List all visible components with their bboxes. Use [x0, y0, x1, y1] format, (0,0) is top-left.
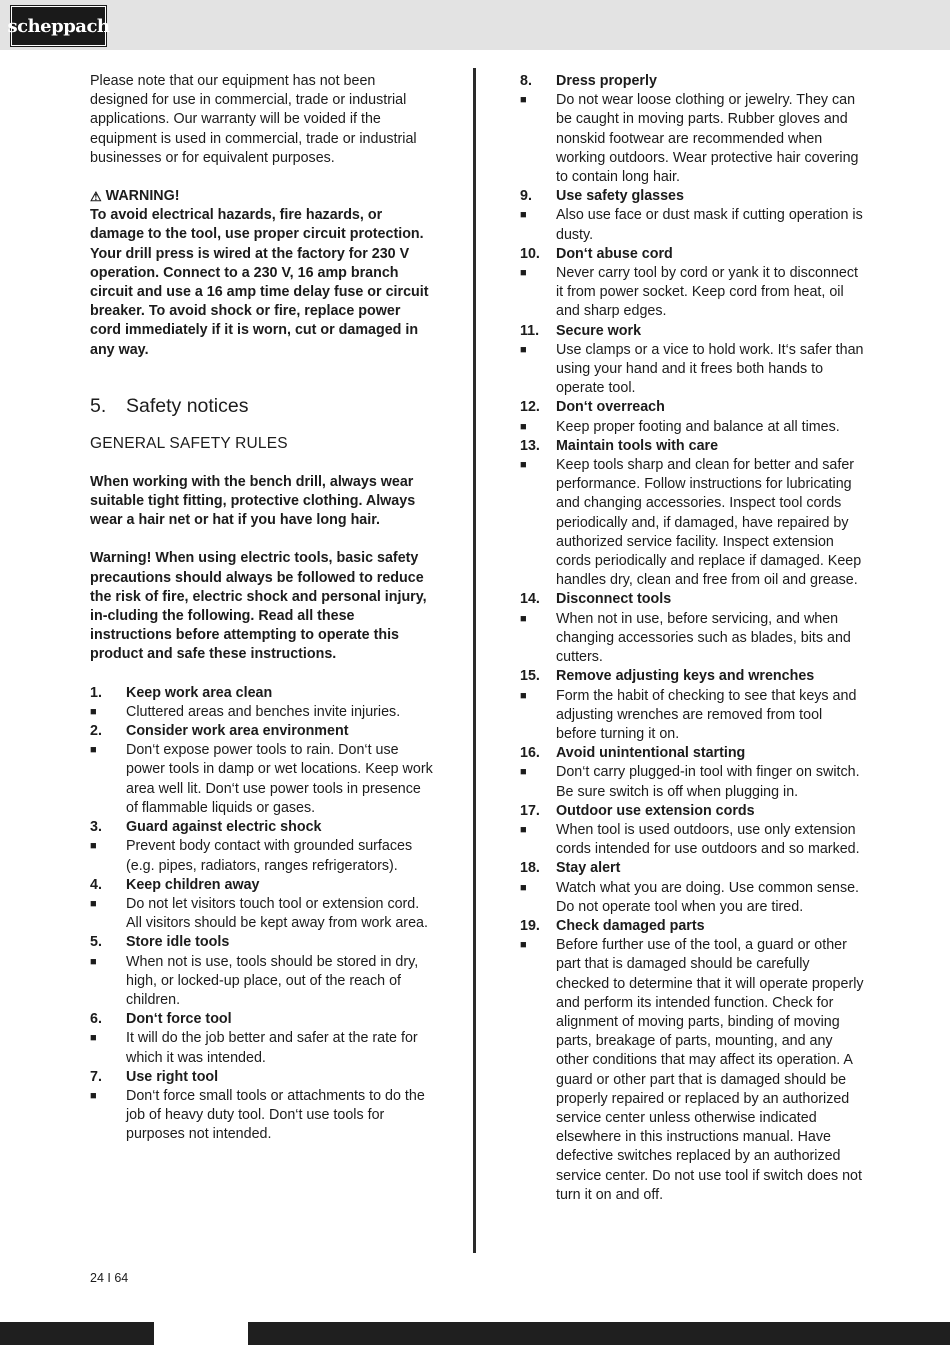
rule-number: 4. — [90, 876, 102, 893]
bullet-square-icon: ■ — [520, 343, 527, 356]
rule-number: 16. — [520, 745, 540, 762]
warning-triangle-icon: ⚠ — [90, 189, 102, 205]
rules-list-right — [520, 72, 865, 1205]
rule-item — [90, 703, 435, 722]
rule-title: Disconnect tools — [556, 591, 672, 608]
rule-number: 18. — [520, 860, 540, 877]
warning-title: WARNING! — [105, 188, 180, 205]
rule-heading — [520, 744, 865, 763]
rule-item — [520, 456, 865, 590]
rule-text: When tool is used outdoors, use only extension cords intended for use outdoors and so marked. — [556, 821, 860, 858]
rule-item — [520, 341, 865, 399]
rule-heading — [520, 917, 865, 936]
safety-warning: Warning! When using electric tools, basic safety precautions should always be followed to reduce the risk of fire, electric shock and personal injury, in-cluding the following. Read all these instructions before attempting to operate this product and safe these instructions. — [90, 550, 427, 663]
page-number: 24 I 64 — [90, 1271, 129, 1285]
bullet-square-icon: ■ — [520, 209, 527, 222]
rule-title: Keep work area clean — [126, 684, 273, 701]
bullet-square-icon: ■ — [90, 955, 97, 968]
footer-bar — [0, 1322, 950, 1345]
rule-item — [520, 936, 865, 1205]
rule-item — [90, 741, 435, 818]
rule-title: Keep children away — [126, 876, 260, 893]
rule-item — [90, 1029, 435, 1067]
rule-number: 13. — [520, 437, 540, 454]
rule-text: Form the habit of checking to see that keys and adjusting wrenches are removed from tool before turning it on. — [556, 687, 857, 742]
rule-item — [520, 610, 865, 668]
bullet-square-icon: ■ — [520, 94, 527, 107]
rule-text: Also use face or dust mask if cutting operation is dusty. — [556, 207, 863, 243]
clothing-note: When working with the bench drill, always wear suitable tight fitting, protective clothing. Always wear a hair net or hat if you have long hair. — [90, 473, 416, 529]
rule-number: 1. — [90, 684, 102, 701]
rule-item — [90, 953, 435, 1011]
bullet-square-icon: ■ — [520, 612, 527, 625]
rule-text: It will do the job better and safer at the rate for which it was intended. — [126, 1030, 418, 1066]
rule-number: 10. — [520, 245, 540, 262]
rule-heading — [520, 72, 865, 91]
intro-paragraph: Please note that our equipment has not been designed for use in commercial, trade or industrial applications. Our warranty will be voided if the equipment is used in commercial, trade or industrial businesses or for equivalent purposes. — [90, 73, 417, 166]
rule-heading — [520, 187, 865, 206]
rule-heading — [520, 859, 865, 878]
rule-title: Store idle tools — [126, 934, 230, 951]
rule-text: When not in use, before servicing, and when changing accessories such as blades, bits and cutters. — [556, 610, 851, 666]
rule-item — [520, 264, 865, 322]
rule-heading — [520, 437, 865, 456]
rule-number: 8. — [520, 73, 532, 89]
rule-text: Cluttered areas and benches invite injuries. — [126, 703, 401, 720]
rule-title: Maintain tools with care — [556, 437, 719, 454]
column-divider — [473, 68, 476, 1253]
section-number: 5. — [90, 394, 107, 417]
bullet-square-icon: ■ — [520, 881, 527, 894]
bullet-square-icon: ■ — [90, 744, 97, 757]
bullet-square-icon: ■ — [90, 1032, 97, 1045]
rule-text: Never carry tool by cord or yank it to disconnect it from power socket. Keep cord from heat, oil and sharp edges. — [556, 265, 858, 320]
rule-text: Do not let visitors touch tool or extension cord. All visitors should be kept away from work area. — [126, 895, 428, 932]
rule-number: 12. — [520, 399, 540, 416]
rule-item — [520, 91, 865, 187]
rule-heading — [520, 802, 865, 821]
rule-heading — [520, 590, 865, 609]
page-header — [0, 0, 950, 50]
rule-text: Do not wear loose clothing or jewelry. They can be caught in moving parts. Rubber gloves and nonskid footwear are recommended when working outdoors. Wear protective hair covering to contain long hair. — [556, 92, 859, 186]
rule-title: Outdoor use extension cords — [556, 802, 755, 819]
footer-bar-gap — [154, 1322, 248, 1345]
section-title: Safety notices — [126, 394, 249, 417]
rule-heading — [90, 722, 435, 741]
rule-title: Don‘t abuse cord — [556, 245, 673, 262]
rule-number: 9. — [520, 188, 532, 205]
rule-title: Guard against electric shock — [126, 819, 322, 836]
rule-title: Don‘t force tool — [126, 1011, 232, 1028]
rule-text: Don‘t expose power tools to rain. Don‘t use power tools in damp or wet locations. Keep work area well lit. Don‘t use power tools in presence of flammable liquids or gases. — [126, 742, 433, 816]
subheading: GENERAL SAFETY RULES — [90, 434, 288, 452]
rule-title: Use safety glasses — [556, 188, 684, 205]
bullet-square-icon: ■ — [520, 939, 527, 952]
rule-heading — [520, 398, 865, 417]
rule-heading — [520, 245, 865, 264]
rule-number: 11. — [520, 322, 540, 339]
rule-number: 3. — [90, 819, 102, 836]
rule-heading — [90, 1010, 435, 1029]
rule-number: 14. — [520, 591, 540, 608]
rule-item — [520, 763, 865, 801]
rule-number: 19. — [520, 917, 540, 934]
rule-heading — [90, 818, 435, 837]
rule-item — [520, 879, 865, 917]
rule-title: Remove adjusting keys and wrenches — [556, 668, 815, 685]
rule-heading — [520, 667, 865, 686]
rule-number: 15. — [520, 668, 540, 685]
rule-item — [520, 418, 865, 437]
rule-item — [520, 821, 865, 859]
bullet-square-icon: ■ — [90, 1089, 97, 1102]
rule-text: Prevent body contact with grounded surfaces (e.g. pipes, radiators, ranges refrigerators). — [126, 838, 413, 874]
bullet-square-icon: ■ — [520, 766, 527, 779]
rule-text: Don‘t carry plugged-in tool with finger on switch. Be sure switch is off when plugging in. — [556, 764, 860, 800]
rule-number: 5. — [90, 934, 102, 951]
warning-heading — [90, 187, 435, 206]
brand-logo: scheppach — [11, 6, 106, 46]
rule-heading — [90, 933, 435, 952]
rule-item — [90, 1087, 435, 1145]
rule-number: 7. — [90, 1068, 102, 1085]
rule-title: Dress properly — [556, 73, 657, 89]
rule-item — [90, 895, 435, 933]
section-heading — [90, 394, 435, 418]
rule-text: Keep proper footing and balance at all times. — [556, 418, 840, 435]
rule-text: Keep tools sharp and clean for better and safer performance. Follow instructions for lubricating and changing accessories. Inspect tool cords periodically and, if damaged, have repaired by authorized service facility. Inspect extension cords periodically and replace if damaged. Keep handles dry, clean and free from oil and grease. — [556, 457, 862, 589]
rule-title: Secure work — [556, 322, 642, 339]
rule-text: When not is use, tools should be stored in dry, high, or locked-up place, out of the reach of children. — [126, 953, 419, 1008]
rule-number: 6. — [90, 1011, 102, 1028]
rule-title: Avoid unintentional starting — [556, 745, 746, 762]
rules-list-left — [90, 684, 435, 1145]
rule-item — [520, 206, 865, 244]
rule-title: Use right tool — [126, 1068, 219, 1085]
rule-heading — [90, 876, 435, 895]
rule-item — [520, 687, 865, 745]
rule-heading — [90, 1068, 435, 1087]
rule-heading — [90, 684, 435, 703]
rule-text: Use clamps or a vice to hold work. It‘s safer than using your hand and it frees both hands to operate tool. — [556, 341, 864, 397]
rule-title: Check damaged parts — [556, 917, 705, 934]
warning-text: To avoid electrical hazards, fire hazards, or damage to the tool, use proper circuit protection. Your drill press is wired at the factory for 230 V operation. Connect to a 230 V, 16 amp branch circuit and use a 16 amp time delay fuse or circuit breaker. To avoid shock or fire, replace power cord immediately if it is worn, cut or damaged in any way. — [90, 207, 429, 358]
rule-text: Before further use of the tool, a guard or other part that is damaged should be carefully checked to determine that it will operate properly and perform its intended function. Check for alignment of moving parts, binding of moving parts, breakage of parts, mounting, and any other conditions that may affect its operation. A guard or other part that is damaged should be properly repaired or replaced by an authorized service center unless otherwise indicated elsewhere in this instructions manual. Have defective switches replaced by an authorized service center. Do not use tool if switch does not turn it on and off. — [556, 937, 864, 1203]
bullet-square-icon: ■ — [520, 689, 527, 702]
rule-title: Stay alert — [556, 860, 621, 877]
left-column — [90, 72, 435, 1145]
bullet-square-icon: ■ — [90, 840, 97, 853]
bullet-square-icon: ■ — [520, 267, 527, 280]
bullet-square-icon: ■ — [520, 459, 527, 472]
rule-number: 2. — [90, 723, 102, 740]
bullet-square-icon: ■ — [90, 705, 97, 718]
rule-heading — [520, 322, 865, 341]
rule-text: Watch what you are doing. Use common sense. Do not operate tool when you are tired. — [556, 879, 860, 915]
rule-number: 17. — [520, 802, 540, 819]
bullet-square-icon: ■ — [520, 823, 527, 836]
right-column — [520, 72, 865, 1205]
bullet-square-icon: ■ — [520, 420, 527, 433]
bullet-square-icon: ■ — [90, 897, 97, 910]
rule-text: Don‘t force small tools or attachments to do the job of heavy duty tool. Don‘t use tools for purposes not intended. — [126, 1087, 425, 1143]
rule-title: Don‘t overreach — [556, 399, 665, 416]
rule-item — [90, 837, 435, 875]
rule-title: Consider work area environment — [126, 723, 349, 740]
